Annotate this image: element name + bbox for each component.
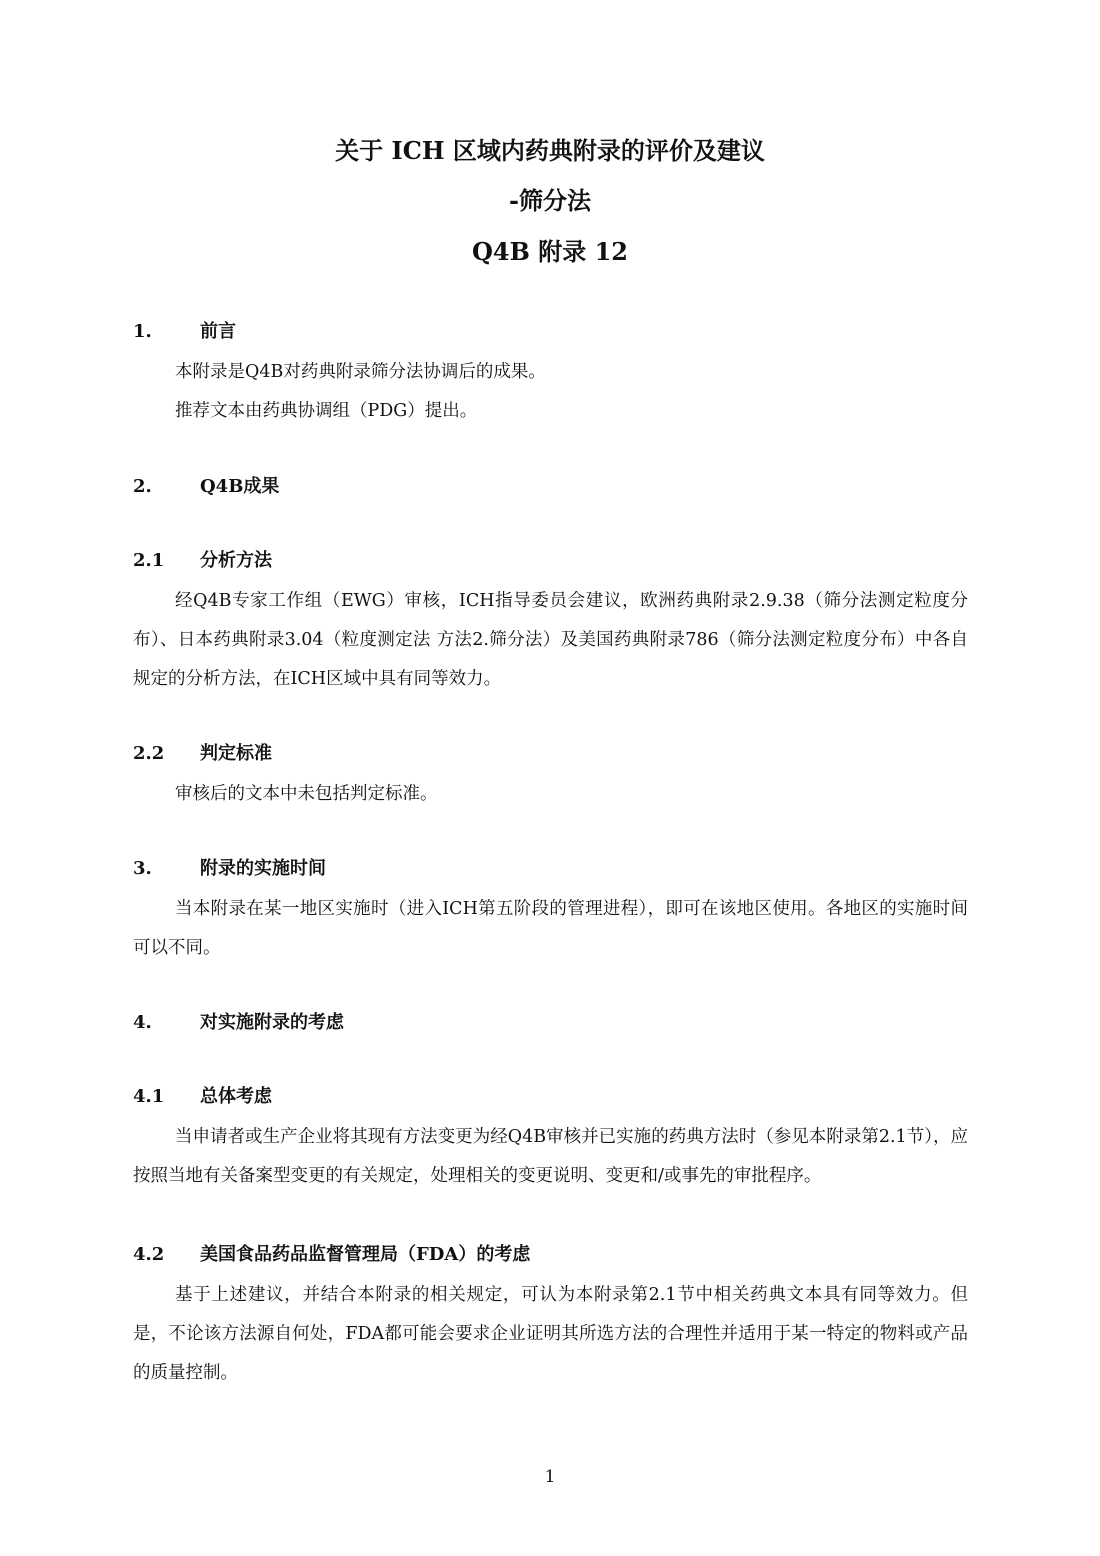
section-heading-2-1 (133, 548, 272, 574)
document-annex-number: Q4B 附录 12 (472, 237, 628, 266)
section-number: 4.2 (133, 1244, 165, 1265)
section-heading-4-1 (133, 1084, 272, 1110)
section-heading-4 (133, 1010, 344, 1036)
section-heading-4-2 (133, 1242, 530, 1268)
section-title: 对实施附录的考虑 (200, 1012, 344, 1033)
section-1-paragraph-2: 推荐文本由药典协调组（PDG）提出。 (175, 401, 478, 421)
section-heading-1 (133, 319, 236, 345)
document-title: 关于 ICH 区域内药典附录的评价及建议 (335, 136, 765, 165)
section-title: Q4B成果 (200, 476, 280, 497)
section-2-1-paragraph: 经Q4B专家工作组（EWG）审核，ICH指导委员会建议，欧洲药典附录2.9.38（筛分法测定粒度分布）、日本药典附录3.04（粒度测定法 方法2.筛分法）及美国药典附录786（筛分法测定粒度分布）中各自规定的分析方法，在ICH区域中具有同等效力。 (133, 591, 968, 689)
section-3-paragraph: 当本附录在某一地区实施时（进入ICH第五阶段的管理进程），即可在该地区使用。各地区的实施时间可以不同。 (133, 899, 968, 958)
section-number: 2.1 (133, 550, 165, 571)
section-number: 4. (133, 1012, 152, 1033)
section-number: 1. (133, 321, 152, 342)
section-title: 分析方法 (200, 550, 272, 571)
section-title: 判定标准 (200, 743, 272, 764)
section-heading-3 (133, 856, 326, 882)
section-title: 美国食品药品监督管理局（FDA）的考虑 (200, 1244, 531, 1265)
section-4-1-paragraph: 当申请者或生产企业将其现有方法变更为经Q4B审核并已实施的药典方法时（参见本附录第2.1节），应按照当地有关备案型变更的有关规定，处理相关的变更说明、变更和/或事先的审批程序。 (133, 1127, 968, 1186)
section-number: 2. (133, 476, 152, 497)
section-1-paragraph-1: 本附录是Q4B对药典附录筛分法协调后的成果。 (175, 362, 546, 382)
section-2-2-paragraph: 审核后的文本中未包括判定标准。 (175, 784, 438, 804)
section-number: 3. (133, 858, 152, 879)
document-subtitle: -筛分法 (509, 186, 591, 215)
section-number: 2.2 (133, 743, 165, 764)
page-number: 1 (544, 1467, 556, 1487)
section-4-2-paragraph: 基于上述建议，并结合本附录的相关规定，可认为本附录第2.1节中相关药典文本具有同等效力。但是，不论该方法源自何处，FDA都可能会要求企业证明其所选方法的合理性并适用于某一特定的物料或产品的质量控制。 (133, 1285, 968, 1383)
section-title: 前言 (200, 321, 236, 342)
section-heading-2 (133, 474, 279, 500)
section-title: 附录的实施时间 (200, 858, 326, 879)
section-title: 总体考虑 (200, 1086, 272, 1107)
section-heading-2-2 (133, 741, 272, 767)
section-number: 4.1 (133, 1086, 165, 1107)
